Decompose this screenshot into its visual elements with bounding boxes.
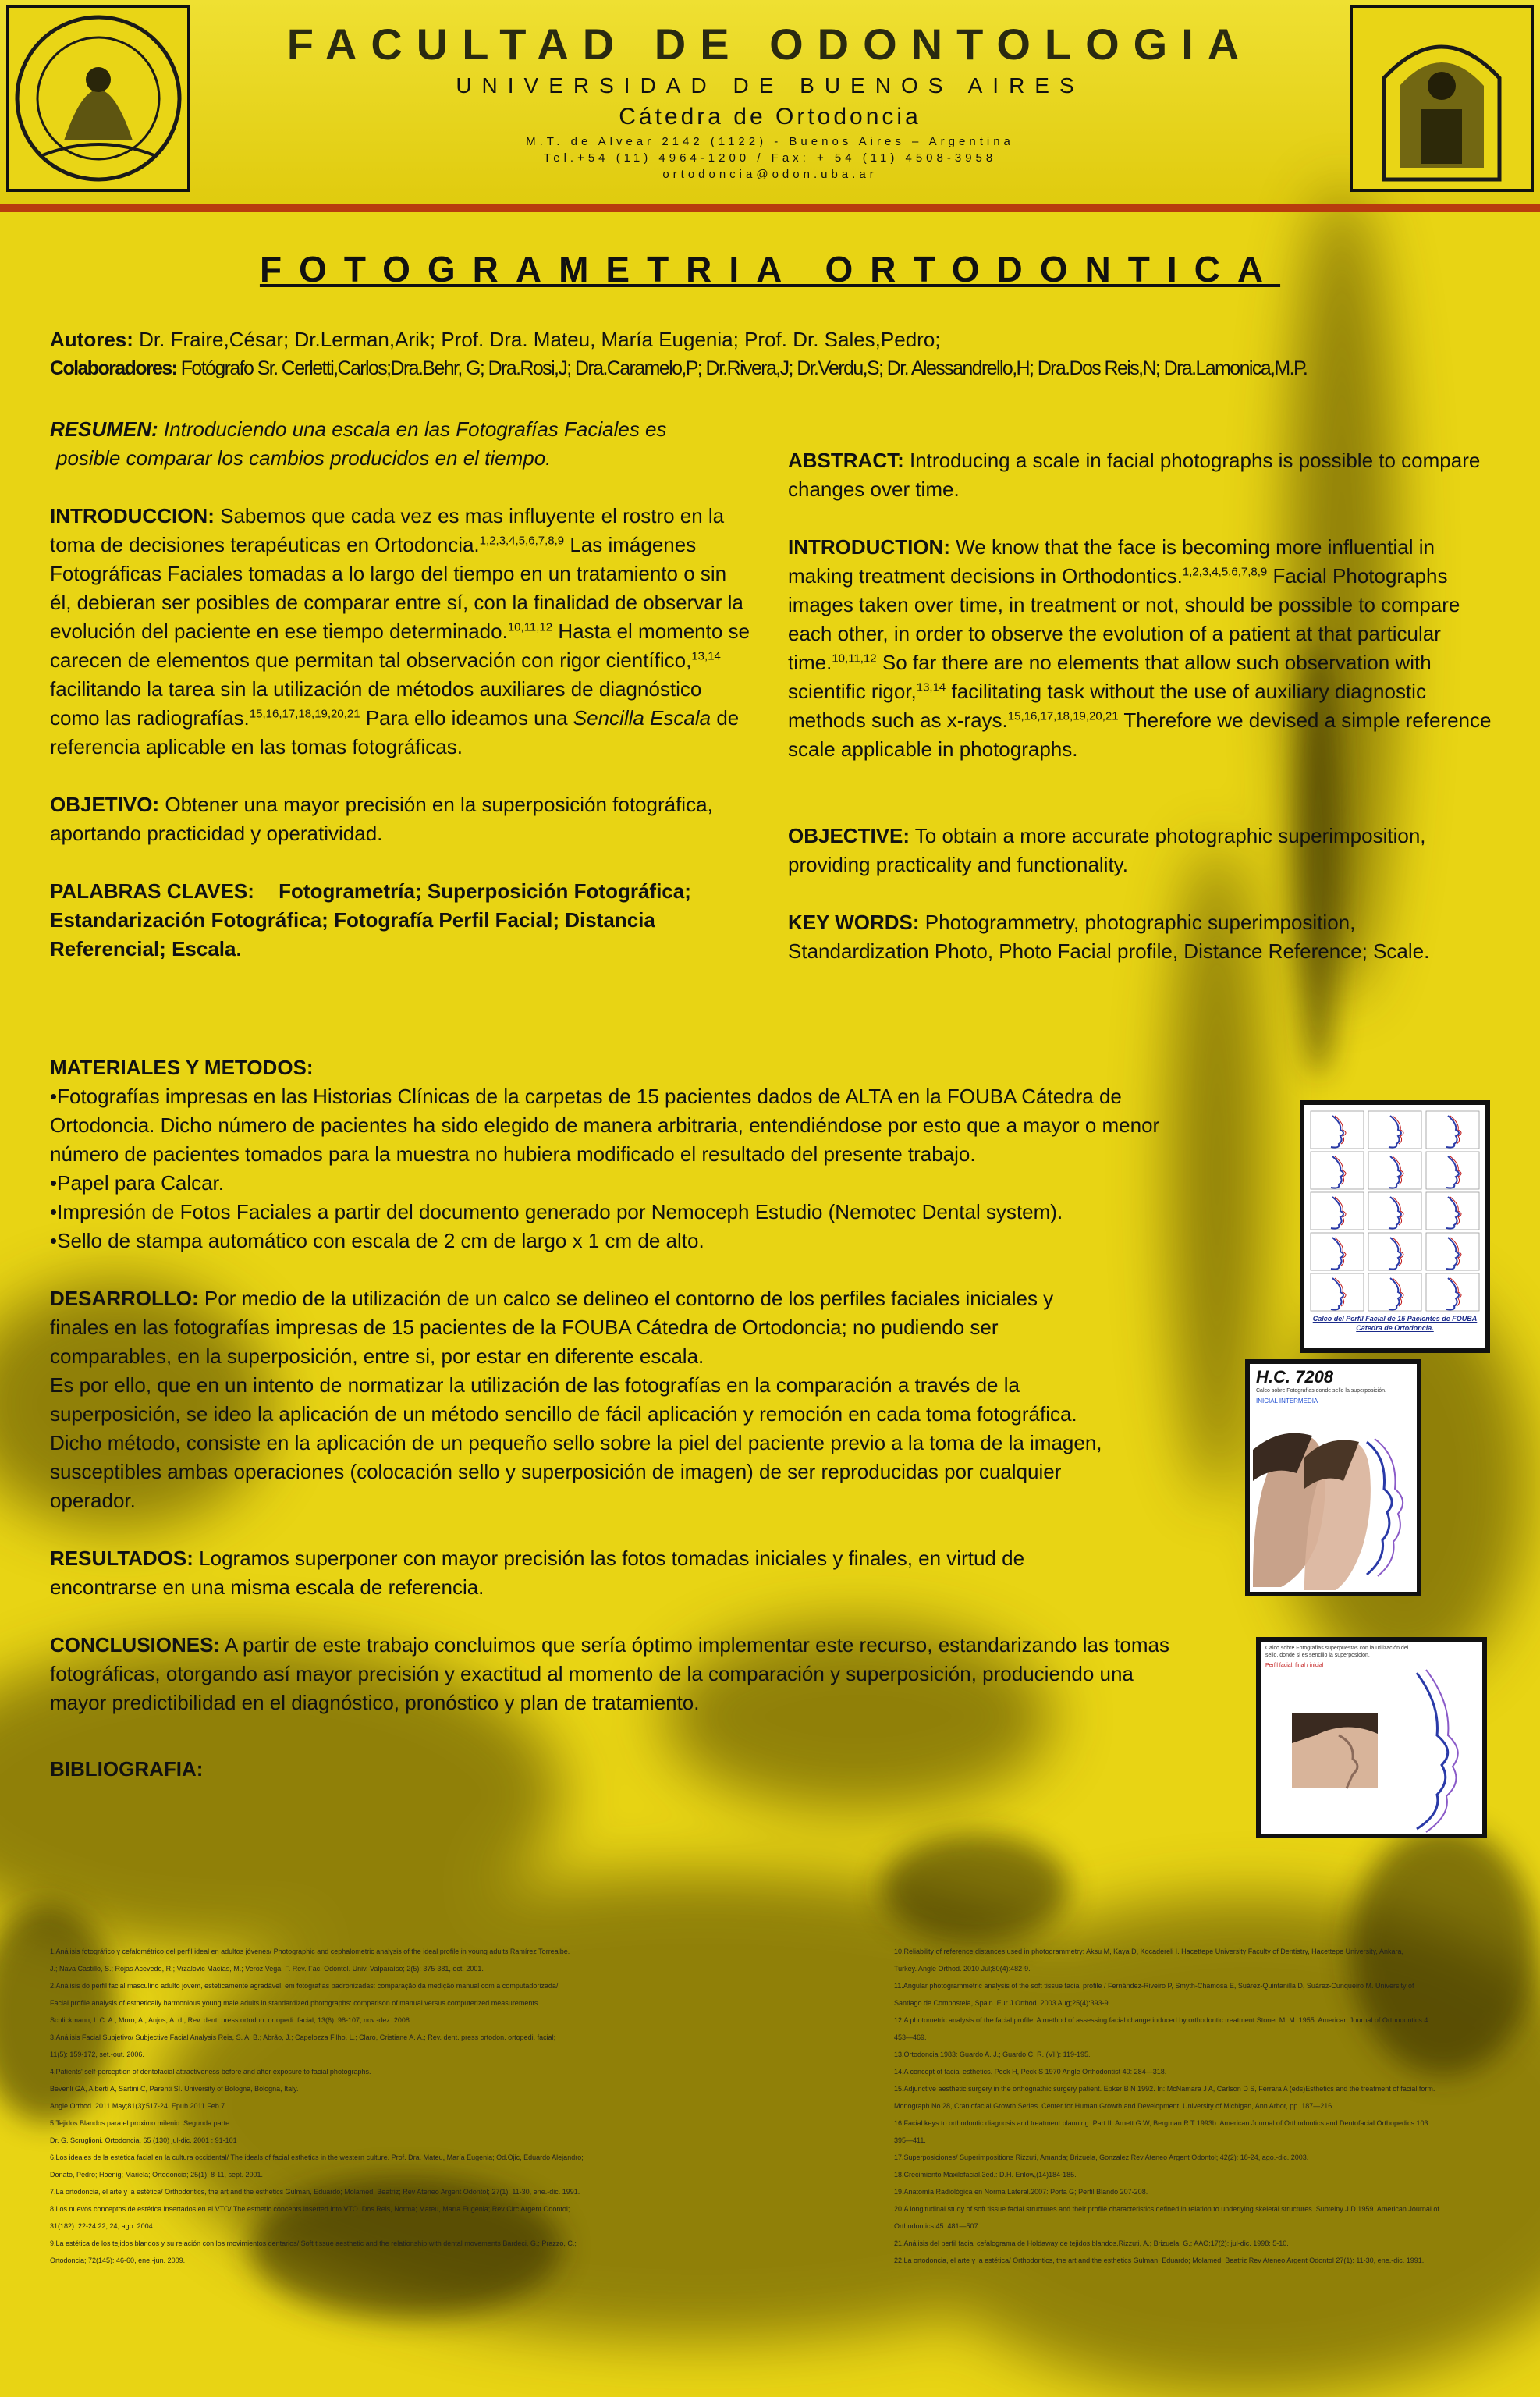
introduccion-text-d: facilitando la tarea sin la utilización de métodos auxiliares de diagnóstico como las radiografías. — [50, 677, 702, 730]
objective-label: OBJECTIVE: — [788, 824, 910, 847]
authors-line — [50, 328, 941, 352]
reference-line: Orthodontics 45: 481—507 — [894, 2222, 978, 2230]
ref-sup: 15,16,17,18,19,20,21 — [249, 707, 360, 721]
reference-line: Angle Orthod. 2011 May;81(3):517-24. Epub 2011 Feb 7. — [50, 2102, 227, 2110]
introduction-text-d: facilitating task without the use of auxiliary diagnostic methods such as x-rays. — [788, 680, 1426, 732]
resultados-text: Logramos superponer con mayor precisión las fotos tomadas iniciales y finales, en virtud de encontrarse en una misma escala de referencia. — [50, 1547, 1025, 1599]
reference-line: 17.Superposiciones/ Superimpositions Rizzuti, Amanda; Brizuela, Gonzalez Rev Ateneo Argent Odontol; 42(2): 18-24, ago.-dic. 2003. — [894, 2154, 1309, 2161]
reference-line: 4.Patients' self-perception of dentofacial attractiveness before and after exposure to facial photographs. — [50, 2068, 371, 2076]
reference-line: 15.Adjunctive aesthetic surgery in the orthognathic surgery patient. Epker B N 1992. In: McNamara J A, Carlson D S, Ferrara A (eds)Esthetics and the treatment of facial form. — [894, 2085, 1435, 2093]
references-left — [50, 1943, 877, 2269]
collaborators-line — [50, 357, 1307, 380]
introduccion-italic: Sencilla Escala — [573, 706, 711, 730]
faculty-name: FACULTAD DE ODONTOLOGIA — [286, 20, 1254, 69]
ref-sup: 10,11,12 — [832, 652, 877, 666]
reference-line: Santiago de Compostela, Spain. Eur J Orthod. 2003 Aug;25(4):393-9. — [894, 1999, 1111, 2007]
university-name: UNIVERSIDAD DE BUENOS AIRES — [456, 73, 1084, 98]
reference-line: 18.Crecimiento Maxilofacial.3ed.: D.H. Enlow,(14)184-185. — [894, 2171, 1077, 2179]
introduction-label: INTRODUCTION: — [788, 535, 950, 559]
fig3-tags: Perfil facial: final / inicial — [1265, 1663, 1324, 1668]
ref-sup: 15,16,17,18,19,20,21 — [1007, 709, 1119, 723]
resumen-text-2: posible comparar los cambios producidos en el tiempo. — [56, 446, 552, 470]
palabras-claves-text: Fotogrametría; Superposición Fotográfica; Estandarización Fotográfica; Fotografía Perfil Facial; Distancia Referencial; Escala. — [50, 879, 691, 961]
hc-7208-figure — [1245, 1359, 1421, 1596]
abstract-label: ABSTRACT: — [788, 449, 904, 472]
email[interactable]: ortodoncia@odon.uba.ar — [662, 168, 878, 181]
abstract-paragraph — [788, 446, 1498, 504]
objective-paragraph — [788, 822, 1498, 879]
authors-text: Dr. Fraire,César; Dr.Lerman,Arik; Prof. Dra. Mateu, María Eugenia; Prof. Dr. Sales,Pedro; — [139, 328, 941, 351]
reference-line: Turkey. Angle Orthod. 2010 Jul;80(4):482-9. — [894, 1965, 1031, 1973]
materiales-label: MATERIALES Y METODOS: — [50, 1056, 314, 1079]
reference-line: 22.La ortodoncia, el arte y la estética/ Orthodontics, the art and the esthetics Gulman, Eduardo; Molamed, Beatriz Rev Ateneo Argent Odontol 27(1): 11-30, ene.-dic. 1991. — [894, 2257, 1425, 2264]
poster-title: FOTOGRAMETRIA ORTODONTICA — [259, 249, 1281, 289]
palabras-claves-label: PALABRAS CLAVES: — [50, 879, 254, 903]
introduccion-text-b: Las imágenes Fotográficas Faciales tomadas a lo largo del tiempo en un tratamiento o sin él, debieran ser posibles de comparar entre sí, con la finalidad de observar la evolución del paciente en ese tiempo determinado. — [50, 533, 743, 643]
reference-line: Schlickmann, I. C. A.; Moro, A.; Anjos, A. d.; Rev. dent. press ortodon. ortopedi. facial; 13(6): 98-107, nov.-dez. 2008. — [50, 2016, 412, 2024]
reference-line: 13.Ortodoncia 1983: Guardo A. J.; Guardo C. R. (VII): 119-195. — [894, 2051, 1091, 2058]
header-separator — [0, 204, 1540, 212]
reference-line: J.; Nava Castillo, S.; Rojas Acevedo, R.; Vrzalovic Macías, M.; Veroz Vega, F. Rev. Fac. Odontol. Univ. Valparaíso; 2(5): 375-381, oct. 2001. — [50, 1965, 484, 1973]
fig2-label: H.C. 7208 — [1256, 1367, 1334, 1387]
address: M.T. de Alvear 2142 (1122) - Buenos Aires – Argentina — [526, 135, 1014, 148]
fig2-tags: INICIAL INTERMEDIA — [1256, 1397, 1318, 1404]
reference-line: Donato, Pedro; Hoenig; Mariela; Ortodoncia; 25(1): 8-11, sept. 2001. — [50, 2171, 263, 2179]
resumen-label: RESUMEN: — [50, 417, 158, 441]
reference-line: 9.La estética de los tejidos blandos y su relación con los movimientos dentarios/ Soft tissue aesthetic and the relationship with dental movements Bardeci, G.; Prazzo, C.; — [50, 2239, 577, 2247]
reference-line: 20.A longitudinal study of soft tissue facial structures and their profile characteristics defined in relation to underlying skeletal structures. Subtelny J D 1959. American Journal of — [894, 2205, 1439, 2213]
reference-line: 12.A photometric analysis of the facial profile. A method of assessing facial change induced by orthodontic treatment Stoner M. M. 1955: American Journal of Orthodontics 4: — [894, 2016, 1430, 2024]
reference-line: 1.Análisis fotográfico y cefalométrico del perfil ideal en adultos jóvenes/ Photographic and cephalometric analysis of the ideal profile in young adults Ramírez Torrealbe. — [50, 1948, 570, 1955]
introduccion-label: INTRODUCCION: — [50, 504, 215, 527]
introduction-text-b: Facial Photographs images taken over time, in treatment or not, should be possible to compare each other, in order to observe the evolution of a patient at that particular time. — [788, 564, 1460, 674]
reference-line: 19.Anatomía Radiológica en Norma Lateral.2007: Porta G; Perfil Blando 207-208. — [894, 2188, 1148, 2196]
reference-line: 14.A concept of facial esthetics. Peck H, Peck S 1970 Angle Orthodontist 40: 284—318. — [894, 2068, 1167, 2076]
desarrollo-text-b: Es por ello, que en un intento de normatizar la utilización de las fotografías en la comparación a través de la superposición, se ideo la aplicación de un método sencillo de fácil aplicación y remoción en cada toma fotográfica. Dicho método, consiste en la aplicación de un pequeño sello sobre la piel del paciente previo a la toma de la imagen, susceptibles ambas operaciones (colocación sello y superposición de imagen) de ser reproducidas por cualquier operador. — [50, 1373, 1102, 1512]
collaborators-text: Fotógrafo Sr. Cerletti,Carlos;Dra.Behr, G; Dra.Rosi,J; Dra.Caramelo,P; Dr.Rivera,J; Dr.Verdu,S; Dr. Alessandrello,H; Dra.Dos Reis,N; Dra.Lamonica,M.P. — [180, 357, 1308, 379]
desarrollo-paragraph — [50, 1284, 1111, 1515]
ref-sup: 1,2,3,4,5,6,7,8,9 — [479, 534, 565, 548]
authors-label: Autores: — [50, 328, 133, 351]
reference-line: 2.Análisis do perfil facial masculino adulto jovem, esteticamente agradável, em fotografias padronizadas: comparação da medição manual com a computadorizada/ — [50, 1982, 559, 1990]
reference-line: 6.Los ideales de la estética facial en la cultura occidental/ The ideals of facial esthetics in the western culture. Prof. Dra. Mateu, María Eugenia; Od.Ojic, Eduardo Alejandro; — [50, 2154, 584, 2161]
abstract-text: Introducing a scale in facial photographs is possible to compare changes over time. — [788, 449, 1481, 501]
objetivo-paragraph — [50, 790, 752, 848]
fig3-note: Calco sobre Fotografías superpuestas con la utilización del sello, donde si es sencillo la superposición. — [1265, 1646, 1409, 1658]
scale-superimposition-image — [1261, 1642, 1482, 1834]
reference-line: Facial profile analysis of esthetically harmonious young male adults in standardized photographs: comparison of manual versus computerized measurements — [50, 1999, 538, 2007]
introduction-text-c: So far there are no elements that allow such observation with scientific rigor, — [788, 651, 1432, 703]
ref-sup: 13,14 — [691, 649, 721, 663]
introduccion-text-f: de referencia aplicable en las tomas fotográficas. — [50, 706, 740, 758]
introduction-text-e: Therefore we devised a simple reference scale applicable in photographs. — [788, 708, 1492, 761]
reference-line: 3.Análisis Facial Subjetivo/ Subjective Facial Analysis Reis, S. A. B.; Abrão, J.; Capelozza Filho, L.; Claro, Cristiane A. A.; Rev. dent. press ortodon. ortopedi. facial; — [50, 2033, 556, 2041]
resultados-paragraph — [50, 1544, 1134, 1602]
ref-sup: 13,14 — [916, 680, 946, 694]
profiles-grid-figure — [1300, 1100, 1490, 1353]
materiales-item-3: •Impresión de Fotos Faciales a partir del documento generado por Nemoceph Estudio (Nemotec Dental system). — [50, 1200, 1063, 1223]
reference-line: 10.Reliability of reference distances used in photogrammetry: Aksu M, Kaya D, Kocadereli I. Hacettepe University Faculty of Dentistry, Hacettepe University, Ankara, — [894, 1948, 1403, 1955]
introduction-paragraph — [788, 533, 1498, 764]
objetivo-label: OBJETIVO: — [50, 793, 160, 816]
reference-line: 11.Angular photogrammetric analysis of the soft tissue facial profile / Fernández-Riveiro P, Smyth-Chamosa E, Suárez-Quintanilla D, Suárez-Cunqueiro M. University of — [894, 1982, 1414, 1990]
key-words-text: Photogrammetry, photographic superimposition, Standardization Photo, Photo Facial profile, Distance Reference; Scale. — [788, 911, 1430, 963]
objective-text: To obtain a more accurate photographic superimposition, providing practicality and functionality. — [788, 824, 1426, 876]
conclusiones-paragraph — [50, 1631, 1189, 1717]
reference-line: 7.La ortodoncia, el arte y la estética/ Orthodontics, the art and the esthetics Gulman, Eduardo; Molamed, Beatriz; Rev Ateneo Argent Odontol; 27(1): 11-30, ene.-dic. 1991. — [50, 2188, 580, 2196]
reference-line: Monograph No 28, Craniofacial Growth Series. Center for Human Growth and Development, University of Michigan, Ann Arbor, pp. 187—216. — [894, 2102, 1334, 2110]
spanish-column — [50, 415, 752, 993]
reference-line: 16.Facial keys to orthodontic diagnosis and treatment planning. Part II. Arnett G W, Bergman R T 1993b: American Journal of Orthodontics and Dentofacial Orthopedics 103: — [894, 2119, 1431, 2127]
reference-line: 21.Análisis del perfil facial cefalograma de Holdaway de tejidos blandos.Rizzuti, A.; Brizuela, G.; AAO;17(2): jul-dic. 1998: 5-10. — [894, 2239, 1289, 2247]
references-right — [894, 1943, 1518, 2269]
reference-line: 5.Tejidos Blandos para el proximo milenio. Segunda parte. — [50, 2119, 232, 2127]
methods-results-section — [50, 1053, 1189, 1784]
reference-line: 11(5): 159-172, set.-out. 2006. — [50, 2051, 144, 2058]
fig1-caption: Calco del Perfil Facial de 15 Pacientes de FOUBA Cátedra de Ortodoncia. — [1312, 1315, 1478, 1332]
profile-tracings-image — [1304, 1105, 1485, 1348]
materiales-item-2: •Papel para Calcar. — [50, 1171, 225, 1195]
collaborators-label: Colaboradores: — [50, 357, 177, 379]
reference-line: 31(182): 22-24 22, 24, ago. 2004. — [50, 2222, 155, 2230]
desarrollo-label: DESARROLLO: — [50, 1287, 199, 1310]
objetivo-text: Obtener una mayor precisión en la superposición fotográfica, aportando practicidad y operatividad. — [50, 793, 713, 845]
fig2-note: Calco sobre Fotografías donde sello la superposición. — [1256, 1388, 1386, 1394]
reference-line: 395—411. — [894, 2136, 926, 2144]
superimposed-faces-image — [1250, 1364, 1417, 1592]
key-words-paragraph — [788, 908, 1498, 966]
reference-line: Dr. G. Scruglioni. Ortodoncia, 65 (130) jul-dic. 2001 : 91-101 — [50, 2136, 237, 2144]
introduction-text-a: We know that the face is becoming more influential in making treatment decisions in Orthodontics. — [788, 535, 1435, 588]
desarrollo-text-a: Por medio de la utilización de un calco se delineo el contorno de los perfiles faciales iniciales y finales en las fotografías impresas de 15 pacientes de la FOUBA Cátedra de Ortodoncia; no pudiendo ser comparables, en la superposición, entre si, por estar en diferente escala. — [50, 1287, 1054, 1368]
reference-line: Bevenli GA, Alberti A, Sartini C, Parenti SI. University of Bologna, Bologna, Italy. — [50, 2085, 299, 2093]
english-column — [788, 446, 1498, 995]
phone-fax: Tel.+54 (11) 4964-1200 / Fax: + 54 (11) 4508-3958 — [543, 151, 997, 165]
introduccion-paragraph — [50, 502, 752, 762]
materiales-item-1: •Fotografías impresas en las Historias Clínicas de la carpetas de 15 pacientes dados de ALTA en la FOUBA Cátedra de Ortodoncia. Dicho número de pacientes ha sido elegido de manera arbitraria, entendiéndose por esto que a mayor o menor número de pacientes tomados para la muestra no hubiera modificado el resultado del presente trabajo. — [50, 1085, 1160, 1166]
reference-line: 453—469. — [894, 2033, 927, 2041]
introduccion-text-e: Para ello ideamos una — [365, 706, 568, 730]
palabras-claves-paragraph — [50, 877, 752, 964]
bibliografia-label: BIBLIOGRAFIA: — [50, 1757, 204, 1781]
ref-sup: 10,11,12 — [507, 620, 553, 634]
reference-line: 8.Los nuevos conceptos de estética insertados en el VTO/ The esthetic concepts inserted into VTO. Dos Reis, Norma; Mateu, María Eugenia; Rev Circ Argent Odontol; — [50, 2205, 570, 2213]
superimposition-figure — [1256, 1637, 1487, 1838]
materiales-item-4: •Sello de stampa automático con escala de 2 cm de largo x 1 cm de alto. — [50, 1229, 704, 1252]
introduccion-text-a: Sabemos que cada vez es mas influyente el rostro en la toma de decisiones terapéuticas en Ortodoncia. — [50, 504, 725, 556]
conclusiones-label: CONCLUSIONES: — [50, 1633, 221, 1657]
resultados-label: RESULTADOS: — [50, 1547, 193, 1570]
conclusiones-text: A partir de este trabajo concluimos que sería óptimo implementar este recurso, estandarizando las tomas fotográficas, otorgando así mayor precisión y exactitud al momento de la comparación y superposición, produciendo una mayor predictibilidad en el diagnóstico, pronóstico y plan de tratamiento. — [50, 1633, 1169, 1714]
introduccion-text-c: Hasta el momento se carecen de elementos que permitan tal observación con rigor científico, — [50, 620, 750, 672]
resumen-text-1: Introduciendo una escala en las Fotografías Faciales es — [163, 417, 667, 441]
chair-name: Cátedra de Ortodoncia — [619, 104, 921, 130]
key-words-label: KEY WORDS: — [788, 911, 920, 934]
resumen-paragraph — [50, 415, 752, 473]
reference-line: Ortodoncia; 72(145): 46-60, ene.-jun. 2009. — [50, 2257, 186, 2264]
ref-sup: 1,2,3,4,5,6,7,8,9 — [1182, 565, 1268, 579]
